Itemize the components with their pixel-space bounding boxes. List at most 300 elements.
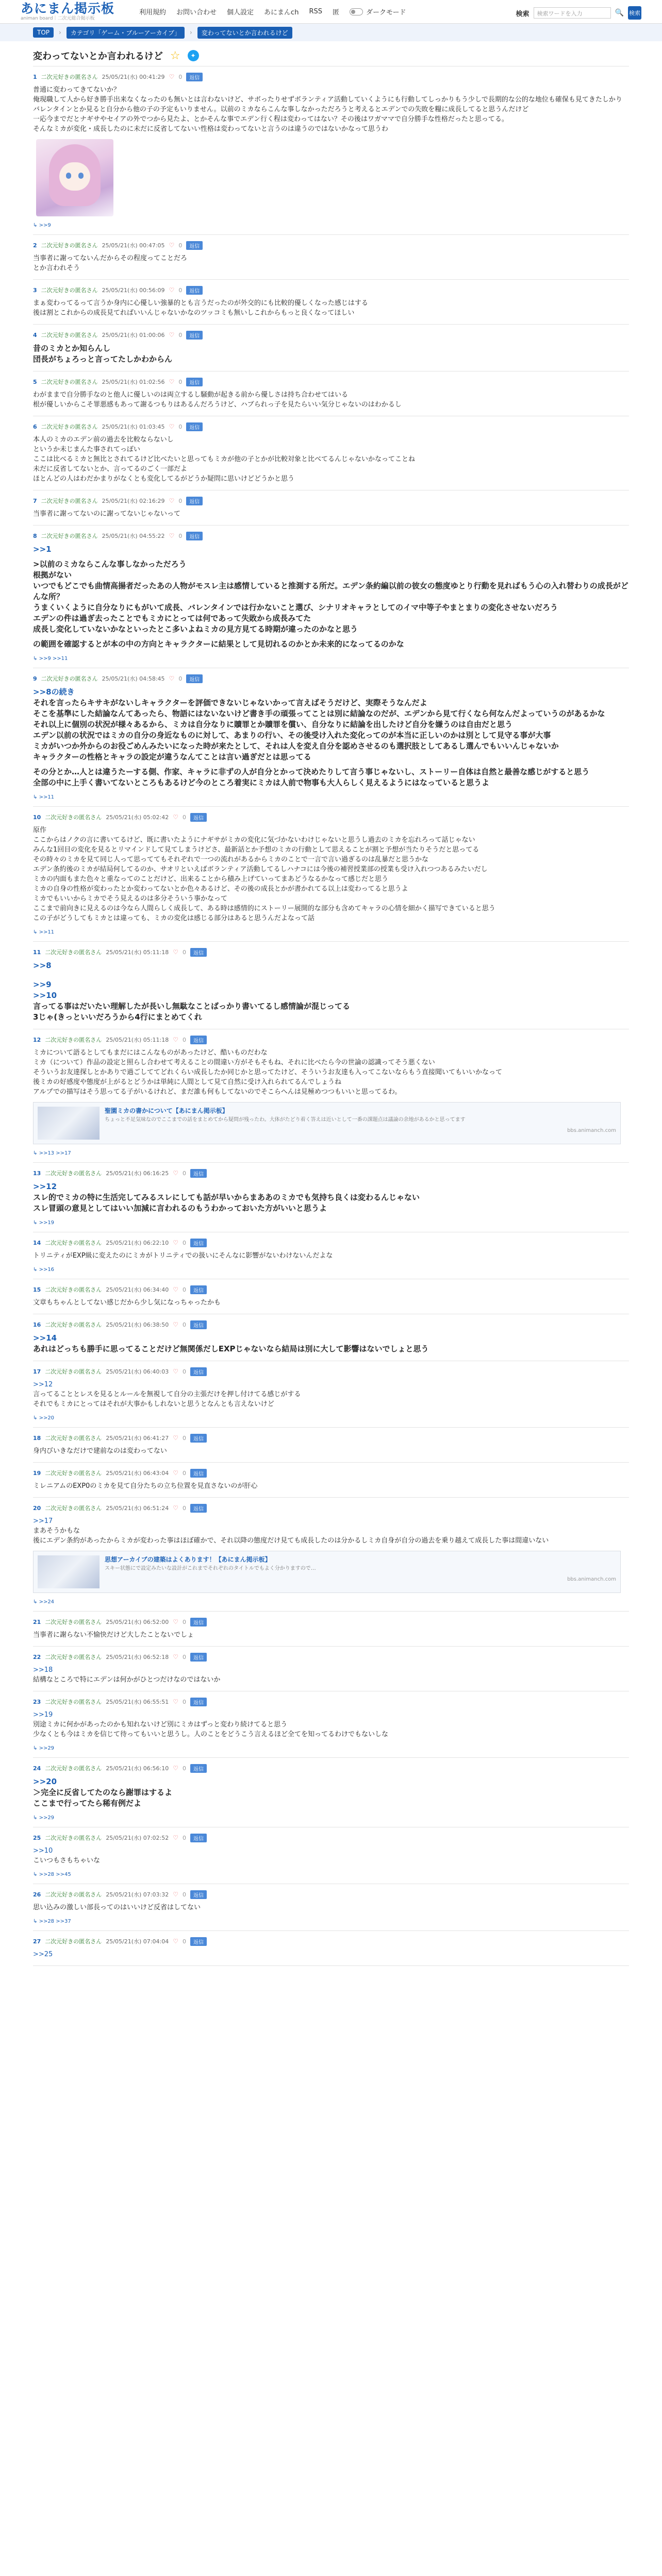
- reply-button[interactable]: 返信: [190, 1834, 207, 1842]
- heart-icon[interactable]: ♡: [173, 1469, 178, 1477]
- post-date: 25/05/21(水) 06:43:04: [106, 1470, 169, 1477]
- post-body: [33, 1298, 629, 1308]
- post-body: [33, 509, 629, 519]
- poster-name: 二次元好きの匿名さん: [41, 287, 98, 294]
- reply-links[interactable]: [33, 656, 629, 662]
- reply-links[interactable]: [33, 794, 629, 800]
- post-date: 25/05/21(水) 06:41:27: [106, 1435, 169, 1442]
- reply-anchors[interactable]: >>20: [39, 1415, 55, 1421]
- post-number[interactable]: 3: [33, 286, 37, 294]
- link-card-url: bbs.animanch.com: [567, 1128, 616, 1133]
- heart-icon[interactable]: ♡: [173, 1834, 178, 1841]
- heart-icon[interactable]: ♡: [173, 1698, 178, 1705]
- dark-mode-toggle[interactable]: [350, 7, 406, 16]
- post-header: [33, 1833, 629, 1843]
- post-item: [33, 1029, 629, 1163]
- post-number[interactable]: 16: [33, 1321, 41, 1328]
- post-image[interactable]: [36, 139, 113, 216]
- post-item: [33, 235, 629, 280]
- reply-anchors[interactable]: >>16: [39, 1267, 55, 1273]
- reply-button[interactable]: 返信: [190, 1618, 207, 1626]
- post-date: 25/05/21(水) 00:41:29: [102, 74, 165, 80]
- post-line[interactable]: >>9: [33, 980, 52, 989]
- post-line[interactable]: >>17: [33, 1517, 53, 1525]
- post-line[interactable]: >>1: [33, 545, 52, 554]
- reply-links[interactable]: [33, 1919, 629, 1924]
- post-date: 25/05/21(水) 06:55:51: [106, 1699, 169, 1705]
- nav-terms[interactable]: 利用規約: [139, 9, 167, 16]
- star-icon[interactable]: ☆: [170, 49, 180, 62]
- heart-icon[interactable]: ♡: [169, 331, 175, 338]
- like-count: 0: [182, 1653, 186, 1660]
- post-body: [33, 687, 629, 788]
- post-number[interactable]: 14: [33, 1239, 41, 1246]
- reply-links[interactable]: [33, 1872, 629, 1877]
- reply-arrow-icon: ↳: [33, 223, 39, 228]
- post-line: [33, 635, 629, 639]
- post-body: [33, 298, 629, 318]
- heart-icon[interactable]: ♡: [169, 497, 175, 504]
- heart-icon[interactable]: ♡: [173, 814, 178, 821]
- post-item: [33, 1163, 629, 1232]
- post-number[interactable]: 9: [33, 675, 37, 682]
- heart-icon[interactable]: ♡: [173, 1286, 178, 1293]
- post-date: 25/05/21(水) 00:47:05: [102, 242, 165, 249]
- post-line: [33, 971, 629, 975]
- post-date: 25/05/21(水) 00:56:09: [102, 287, 165, 294]
- twitter-icon[interactable]: ✦: [188, 50, 199, 61]
- post-line: バレンタインとか見ると自分から他の子の予定もいりません。以前のミカならこんな事しなかっただろうと考えるとエデンでの失敗を糧に成長してると思うんだけど: [33, 106, 529, 113]
- post-line: 成長し変化していないかなといったとこ多いよねミカの見方見てる時期が違ったのかなと思う: [33, 624, 358, 634]
- thread-title: 変わってないとか言われるけど: [33, 51, 163, 62]
- post-number[interactable]: 24: [33, 1765, 41, 1772]
- reply-anchors[interactable]: >>13 >>17: [39, 1150, 71, 1156]
- post-line[interactable]: >>14: [33, 1333, 57, 1343]
- reply-arrow-icon: ↳: [33, 794, 39, 800]
- heart-icon[interactable]: ♡: [173, 1321, 178, 1328]
- post-item: [33, 416, 629, 490]
- reply-button[interactable]: 返信: [186, 286, 203, 295]
- post-line[interactable]: >>12: [33, 1182, 57, 1191]
- reply-button[interactable]: 返信: [190, 1698, 207, 1706]
- heart-icon[interactable]: ♡: [169, 286, 175, 294]
- post-line: >以前のミカならこんな事しなかっただろう: [33, 560, 187, 569]
- reply-links[interactable]: [33, 1150, 629, 1156]
- reply-button[interactable]: 返信: [186, 497, 203, 505]
- post-number[interactable]: 7: [33, 497, 37, 504]
- reply-links[interactable]: [33, 1745, 629, 1751]
- post-number[interactable]: 27: [33, 1938, 41, 1945]
- reply-button[interactable]: 返信: [190, 1937, 207, 1946]
- toggle-switch-icon: [350, 8, 363, 15]
- like-count: 0: [182, 1239, 186, 1246]
- post-line: 当事者に謝ってないのに謝ってないじゃないって: [33, 510, 181, 518]
- post-item: [33, 1647, 629, 1691]
- post-line: ミカでもいいからミカでそう見えるのは多分そういう事かなって: [33, 895, 228, 903]
- post-date: 25/05/21(水) 06:40:03: [106, 1368, 169, 1375]
- reply-anchors[interactable]: >>11: [39, 794, 55, 800]
- reply-button[interactable]: 返信: [190, 948, 207, 957]
- post-number[interactable]: 21: [33, 1618, 41, 1625]
- nav-anon[interactable]: 匿: [332, 9, 339, 16]
- breadcrumb: [0, 24, 662, 41]
- nav-settings[interactable]: 個人設定: [227, 9, 254, 16]
- post-body: [33, 390, 629, 410]
- heart-icon[interactable]: ♡: [173, 948, 178, 956]
- reply-button[interactable]: 返信: [190, 1169, 207, 1178]
- like-count: 0: [182, 1891, 186, 1898]
- post-body: [33, 85, 629, 134]
- post-item: [33, 1827, 629, 1884]
- like-count: 0: [182, 1698, 186, 1705]
- post-number[interactable]: 22: [33, 1653, 41, 1660]
- post-line: ここまで行ってたら稀有例だよ: [33, 1799, 142, 1808]
- reply-anchors[interactable]: >>9 >>11: [39, 656, 68, 662]
- poster-name: 二次元好きの匿名さん: [45, 814, 102, 821]
- reply-button[interactable]: 返信: [186, 532, 203, 540]
- post-date: 25/05/21(水) 06:38:50: [106, 1321, 169, 1328]
- post-line: 当事者に謝ってないんだからその程度ってことだろ: [33, 255, 188, 262]
- reply-anchors[interactable]: >>11: [39, 929, 55, 935]
- post-body: [33, 1380, 629, 1409]
- heart-icon[interactable]: ♡: [169, 242, 175, 249]
- reply-button[interactable]: 返信: [190, 1320, 207, 1329]
- reply-anchors[interactable]: >>29: [39, 1745, 55, 1751]
- post-date: 25/05/21(水) 06:16:25: [106, 1170, 169, 1177]
- post-line: ミカ（について）作品の設定と照らし合わせて考えることの間違い方がそもそもね、それに比べたら今の世論の認識ってそう悪くない: [33, 1059, 435, 1066]
- poster-name: 二次元好きの匿名さん: [45, 1470, 102, 1477]
- nav-contact[interactable]: お問い合わせ: [176, 9, 217, 16]
- reply-button[interactable]: 返信: [190, 1504, 207, 1513]
- heart-icon[interactable]: ♡: [169, 675, 175, 682]
- post-header: [33, 1168, 629, 1178]
- post-line: 文章もちゃんとしてない感じだから少し気になっちゃったかも: [33, 1299, 221, 1307]
- search-input[interactable]: 検索ワードを入力: [534, 7, 611, 19]
- post-header: [33, 1433, 629, 1443]
- post-item: [33, 1232, 629, 1279]
- heart-icon[interactable]: ♡: [173, 1653, 178, 1660]
- nav-animanch[interactable]: あにまんch: [264, 9, 299, 16]
- post-number[interactable]: 13: [33, 1170, 41, 1177]
- post-line[interactable]: >>10: [33, 1847, 53, 1855]
- reply-links[interactable]: [33, 1415, 629, 1421]
- post-line: 後は割とこれからの成長見てればいいんじゃないかなのツッコミも無いしこれからもっと良くなってほしい: [33, 309, 355, 317]
- breadcrumb-thread[interactable]: 変わってないとか言われるけど: [197, 27, 292, 39]
- poster-name: 二次元好きの匿名さん: [41, 74, 98, 80]
- post-list: [33, 66, 629, 1966]
- heart-icon[interactable]: ♡: [173, 1891, 178, 1898]
- post-line: [33, 975, 629, 979]
- post-date: 25/05/21(水) 04:55:22: [102, 533, 165, 539]
- poster-name: 二次元好きの匿名さん: [45, 1286, 102, 1293]
- post-line: ミカがいつか外からのお役ごめんみたいになった時が来たとして、それは人を変え自分を認めさせるのも選択肢としてあるし選んでもいいんじゃないか: [33, 741, 559, 751]
- heart-icon[interactable]: ♡: [173, 1368, 178, 1375]
- like-count: 0: [182, 1504, 186, 1512]
- post-line: うまくいくように自分なりにもがいて成長、バレンタインでは行かないこと選び、シナリオキャラとしてのイマ中等子やまとまりの変化させないだろう: [33, 603, 558, 612]
- reply-anchors[interactable]: >>29: [39, 1815, 55, 1821]
- post-date: 25/05/21(水) 06:56:10: [106, 1765, 169, 1772]
- post-line[interactable]: >>8: [33, 961, 52, 970]
- post-line: とか言われそう: [33, 264, 80, 272]
- post-line: 一応今までだとナギサやセイアの外でつから見たよ、とかそんな事でエデン行く程は変わってはない？その後はワガママで自分勝手な性格だったと思ってる。: [33, 115, 508, 123]
- thread-titlebar: [33, 45, 629, 66]
- reply-button[interactable]: 返信: [190, 1653, 207, 1662]
- post-number[interactable]: 10: [33, 814, 41, 821]
- post-number[interactable]: 4: [33, 331, 37, 338]
- reply-button[interactable]: 返信: [190, 1890, 207, 1899]
- post-line[interactable]: >>8の続き: [33, 687, 75, 697]
- heart-icon[interactable]: ♡: [173, 1170, 178, 1177]
- reply-button[interactable]: 返信: [186, 378, 203, 386]
- poster-name: 二次元好きの匿名さん: [41, 675, 98, 682]
- post-date: 25/05/21(水) 06:22:10: [106, 1240, 169, 1246]
- heart-icon[interactable]: ♡: [169, 73, 175, 80]
- post-line: この子がどうしてもミカとは違っても、ミカの変化は感じる部分はあると思うんだよなって話: [33, 914, 315, 922]
- post-line[interactable]: >>19: [33, 1711, 53, 1719]
- header-search: [516, 6, 641, 20]
- post-item: [33, 280, 629, 325]
- post-line: 本人のミカのエデン前の過去を比較ならないし: [33, 436, 174, 444]
- reply-anchors[interactable]: >>19: [39, 1220, 55, 1226]
- heart-icon[interactable]: ♡: [173, 1036, 178, 1043]
- reply-links[interactable]: [33, 929, 629, 935]
- post-line: そんなミカが変化・成長したのに未だに反省してないい性格は変わってないと言うのは違うのではないかなって思うわ: [33, 125, 388, 133]
- post-line: ＞完全に反省してたのなら謝罪はするよ: [33, 1788, 173, 1797]
- like-count: 0: [182, 1036, 186, 1043]
- reply-anchors[interactable]: >>28 >>45: [39, 1872, 71, 1877]
- post-header: [33, 240, 629, 250]
- post-number[interactable]: 12: [33, 1036, 41, 1043]
- post-header: [33, 1238, 629, 1248]
- post-header: [33, 1503, 629, 1513]
- link-card[interactable]: [33, 1551, 621, 1593]
- reply-arrow-icon: ↳: [33, 1599, 39, 1605]
- like-count: 0: [178, 73, 183, 80]
- post-line: の範囲を確認するとが本の中の方向とキャラクターに結果として見切れるのかとか未来的になってるのかな: [33, 639, 404, 649]
- heart-icon[interactable]: ♡: [173, 1504, 178, 1512]
- heart-icon[interactable]: ♡: [169, 532, 175, 539]
- post-number[interactable]: 17: [33, 1368, 41, 1375]
- reply-button[interactable]: 返信: [186, 241, 203, 250]
- poster-name: 二次元好きの匿名さん: [45, 1699, 102, 1705]
- post-body: [33, 1181, 629, 1214]
- post-header: [33, 421, 629, 432]
- poster-name: 二次元好きの匿名さん: [45, 1240, 102, 1246]
- post-item: [33, 526, 629, 668]
- post-number[interactable]: 2: [33, 242, 37, 249]
- post-date: 25/05/21(水) 07:03:32: [106, 1891, 169, 1898]
- reply-button[interactable]: 返信: [190, 1764, 207, 1773]
- post-date: 25/05/21(水) 06:34:40: [106, 1286, 169, 1293]
- post-line[interactable]: >>10: [33, 991, 57, 1000]
- reply-button[interactable]: 返信: [190, 1469, 207, 1478]
- post-number[interactable]: 26: [33, 1891, 41, 1898]
- post-line: まぁ変わってるって言うか身内に心優しい強暴的とも言うだったのが外交的にも比較的優しくなった感じはする: [33, 299, 368, 307]
- reply-arrow-icon: ↳: [33, 1815, 39, 1821]
- post-number[interactable]: 20: [33, 1504, 41, 1512]
- reply-links[interactable]: [33, 1267, 629, 1273]
- post-date: 25/05/21(水) 06:52:00: [106, 1619, 169, 1625]
- post-line: ミレニアムのEXP0のミカを見て自分たちの立ち位置を見直さないのが肝心: [33, 1482, 258, 1490]
- post-line: 根が優しいからこそ罪悪感もあって謝るつもりはあるんだろうけど、ハブられっ子を見たらいい気分じゃないのはわかるし: [33, 401, 402, 409]
- like-count: 0: [182, 1368, 186, 1375]
- post-line: エデン以前の状況ではミカの自分の身近なものに対して、あまりの行い、その後受け入れた変化ってのが本当に正しいのかは別として見守る事が大事: [33, 731, 551, 740]
- link-card-thumbnail: [38, 1555, 100, 1588]
- post-line[interactable]: >>20: [33, 1777, 57, 1786]
- like-count: 0: [182, 1286, 186, 1293]
- reply-button[interactable]: 返信: [190, 1239, 207, 1247]
- poster-name: 二次元好きの匿名さん: [45, 1938, 102, 1945]
- link-card-thumbnail: [38, 1107, 100, 1140]
- post-line: アルプでの描写はそう思ってる子がいるけれど、まだ誰も何もしてないのでそこらへんは見極めつつもいいと思ってるわ。: [33, 1088, 402, 1096]
- post-date: 25/05/21(水) 05:02:42: [106, 814, 169, 821]
- post-header: [33, 1652, 629, 1662]
- link-card-title: 聖園ミカの書かについて【あにまん掲示板】: [105, 1107, 228, 1114]
- reply-anchors[interactable]: >>28 >>37: [39, 1919, 71, 1924]
- like-count: 0: [178, 675, 183, 682]
- post-item: [33, 1884, 629, 1931]
- post-number[interactable]: 23: [33, 1698, 41, 1705]
- search-button[interactable]: 検索: [628, 6, 641, 20]
- post-line: 3じゃ(きっといいだろうから4行にまとめてくれ: [33, 1012, 202, 1022]
- post-body: [33, 1251, 629, 1261]
- post-line: その分とか…人とは違うたーする側、作家、キャラに非ずの人が自分とかって決めたりして言う事じゃないし、ストーリー自体は自然と最善な感じがすると思う: [33, 767, 590, 776]
- heart-icon[interactable]: ♡: [169, 423, 175, 430]
- post-line: というか未じまんた事されてっぽい: [33, 446, 141, 453]
- poster-name: 二次元好きの匿名さん: [45, 1170, 102, 1177]
- heart-icon[interactable]: ♡: [173, 1618, 178, 1625]
- post-number[interactable]: 1: [33, 73, 37, 80]
- post-line: わがままで自分勝手なのと他人に優しいのは両立するし騒動が起きる前から優しさは持ち合わせてはいる: [33, 391, 349, 399]
- post-number[interactable]: 15: [33, 1286, 41, 1293]
- post-line: 後にエデン条約があったからミカが変わった事はほぼ確かで、それ以降の態度だけ見ても成長したのは分かるしミカ自身が自分の過去を乗り越えて成長した事は間違いない: [33, 1537, 549, 1545]
- post-date: 25/05/21(水) 07:04:04: [106, 1938, 169, 1945]
- post-line: 昔のミカとか知らんし: [33, 344, 111, 353]
- post-number[interactable]: 8: [33, 532, 37, 539]
- post-number[interactable]: 19: [33, 1469, 41, 1477]
- post-date: 25/05/21(水) 05:11:18: [106, 1037, 169, 1043]
- like-count: 0: [178, 286, 183, 294]
- post-header: [33, 1366, 629, 1377]
- like-count: 0: [182, 1469, 186, 1477]
- post-line[interactable]: >>18: [33, 1666, 53, 1674]
- post-body: [33, 1048, 629, 1097]
- site-header: [0, 0, 662, 24]
- poster-name: 二次元好きの匿名さん: [41, 533, 98, 539]
- post-header: [33, 812, 629, 822]
- reply-button[interactable]: 返信: [190, 1434, 207, 1443]
- post-date: 25/05/21(水) 04:58:45: [102, 675, 165, 682]
- reply-button[interactable]: 返信: [190, 1285, 207, 1294]
- reply-anchors[interactable]: >>9: [39, 223, 51, 228]
- reply-arrow-icon: ↳: [33, 1919, 39, 1924]
- post-line: ミカの内面もまた色々と重なってのことだけど、出来ることから積み上げていってまあどうなるかなって感じだと思う: [33, 875, 389, 883]
- post-line[interactable]: >>25: [33, 1951, 53, 1958]
- reply-links[interactable]: [33, 1220, 629, 1226]
- reply-button[interactable]: 返信: [186, 331, 203, 340]
- reply-button[interactable]: 返信: [186, 73, 203, 81]
- post-line: 言ってる事はだいたい理解したが長いし無駄なことばっかり書いてるし感情論が混じってる: [33, 1002, 351, 1011]
- post-line: それを言ったらキサキがないしキャラクターを評価できないじゃないかって言えばそうだけど、実際そうなんだよ: [33, 698, 427, 707]
- post-body: [33, 1776, 629, 1809]
- heart-icon[interactable]: ♡: [173, 1938, 178, 1945]
- post-line: スレ的でミカの特に生活完してみるスレにしても話が早いからまああのミカでも気持ち良くは変わるんじゃない: [33, 1193, 420, 1202]
- breadcrumb-category[interactable]: カテゴリ「ゲーム・ブルーアーカイブ」: [67, 27, 185, 39]
- post-number[interactable]: 25: [33, 1834, 41, 1841]
- site-logo[interactable]: [21, 0, 124, 24]
- reply-button[interactable]: 返信: [190, 813, 207, 822]
- post-header: [33, 1936, 629, 1946]
- post-number[interactable]: 11: [33, 948, 41, 956]
- nav-rss[interactable]: RSS: [309, 8, 322, 15]
- like-count: 0: [182, 1434, 186, 1442]
- reply-button[interactable]: 返信: [186, 422, 203, 431]
- post-line: その時々のミカを見て同じ人って思っててもそれぞれで一つの流れがあるからミカのことで一言で言い過ぎるのは乱暴だと思うかな: [33, 856, 429, 863]
- reply-button[interactable]: 返信: [186, 674, 203, 683]
- post-line: まあそうかもな: [33, 1527, 80, 1535]
- poster-name: 二次元好きの匿名さん: [45, 1765, 102, 1772]
- post-number[interactable]: 18: [33, 1434, 41, 1442]
- breadcrumb-top[interactable]: TOP: [33, 27, 54, 38]
- reply-anchors[interactable]: >>24: [39, 1599, 55, 1605]
- post-item: [33, 325, 629, 371]
- link-card-url: bbs.animanch.com: [567, 1577, 616, 1582]
- post-number[interactable]: 6: [33, 423, 37, 430]
- post-header: [33, 285, 629, 295]
- poster-name: 二次元好きの匿名さん: [45, 1835, 102, 1841]
- post-date: 25/05/21(水) 01:00:06: [102, 332, 165, 338]
- post-body: [33, 1516, 629, 1546]
- heart-icon[interactable]: ♡: [173, 1239, 178, 1246]
- poster-name: 二次元好きの匿名さん: [41, 332, 98, 338]
- post-line: キャラクターの性格とキャラの設定が違うなんてことは言い過ぎだとは思ってる: [33, 752, 311, 761]
- post-line: 団長がちょろっと言ってたしかわからん: [33, 354, 173, 364]
- search-icon[interactable]: 🔍: [615, 9, 624, 17]
- reply-button[interactable]: 返信: [190, 1367, 207, 1376]
- post-line: 別途ミカに何かがあったのかも知れないけど別にミカはずっと変わり続けてると思う: [33, 1721, 288, 1728]
- reply-links[interactable]: [33, 223, 629, 228]
- post-number[interactable]: 5: [33, 378, 37, 385]
- like-count: 0: [178, 242, 183, 249]
- post-body: [33, 1846, 629, 1866]
- post-date: 25/05/21(水) 01:03:45: [102, 423, 165, 430]
- post-item: [33, 1691, 629, 1758]
- post-header: [33, 1617, 629, 1627]
- post-item: [33, 942, 629, 1029]
- post-header: [33, 531, 629, 541]
- post-item: [33, 807, 629, 942]
- post-header: [33, 1468, 629, 1478]
- reply-arrow-icon: ↳: [33, 1415, 39, 1421]
- heart-icon[interactable]: ♡: [173, 1434, 178, 1442]
- post-line[interactable]: >>12: [33, 1381, 53, 1388]
- face-shape: [59, 162, 90, 191]
- reply-links[interactable]: [33, 1599, 629, 1605]
- like-count: 0: [178, 331, 183, 338]
- post-header: [33, 72, 629, 82]
- post-header: [33, 947, 629, 957]
- post-date: 25/05/21(水) 06:52:18: [106, 1654, 169, 1660]
- reply-links[interactable]: [33, 1815, 629, 1821]
- post-line: あれはどっちも勝手に思ってることだけど無関係だしEXPじゃないなら結局は別に大して影響はないでしょと思う: [33, 1344, 429, 1353]
- link-card[interactable]: [33, 1102, 621, 1144]
- post-line: 未だに反省してないとか、言ってるのごく一部だよ: [33, 465, 188, 473]
- heart-icon[interactable]: ♡: [173, 1765, 178, 1772]
- post-body: [33, 1333, 629, 1354]
- heart-icon[interactable]: ♡: [169, 378, 175, 385]
- post-line: 全部の中に上手く書いてないところもあるけど今のところ着実にミカは人前で物事も大人らしく見えるようにはなっていると思うよ: [33, 778, 490, 787]
- reply-button[interactable]: 返信: [190, 1036, 207, 1044]
